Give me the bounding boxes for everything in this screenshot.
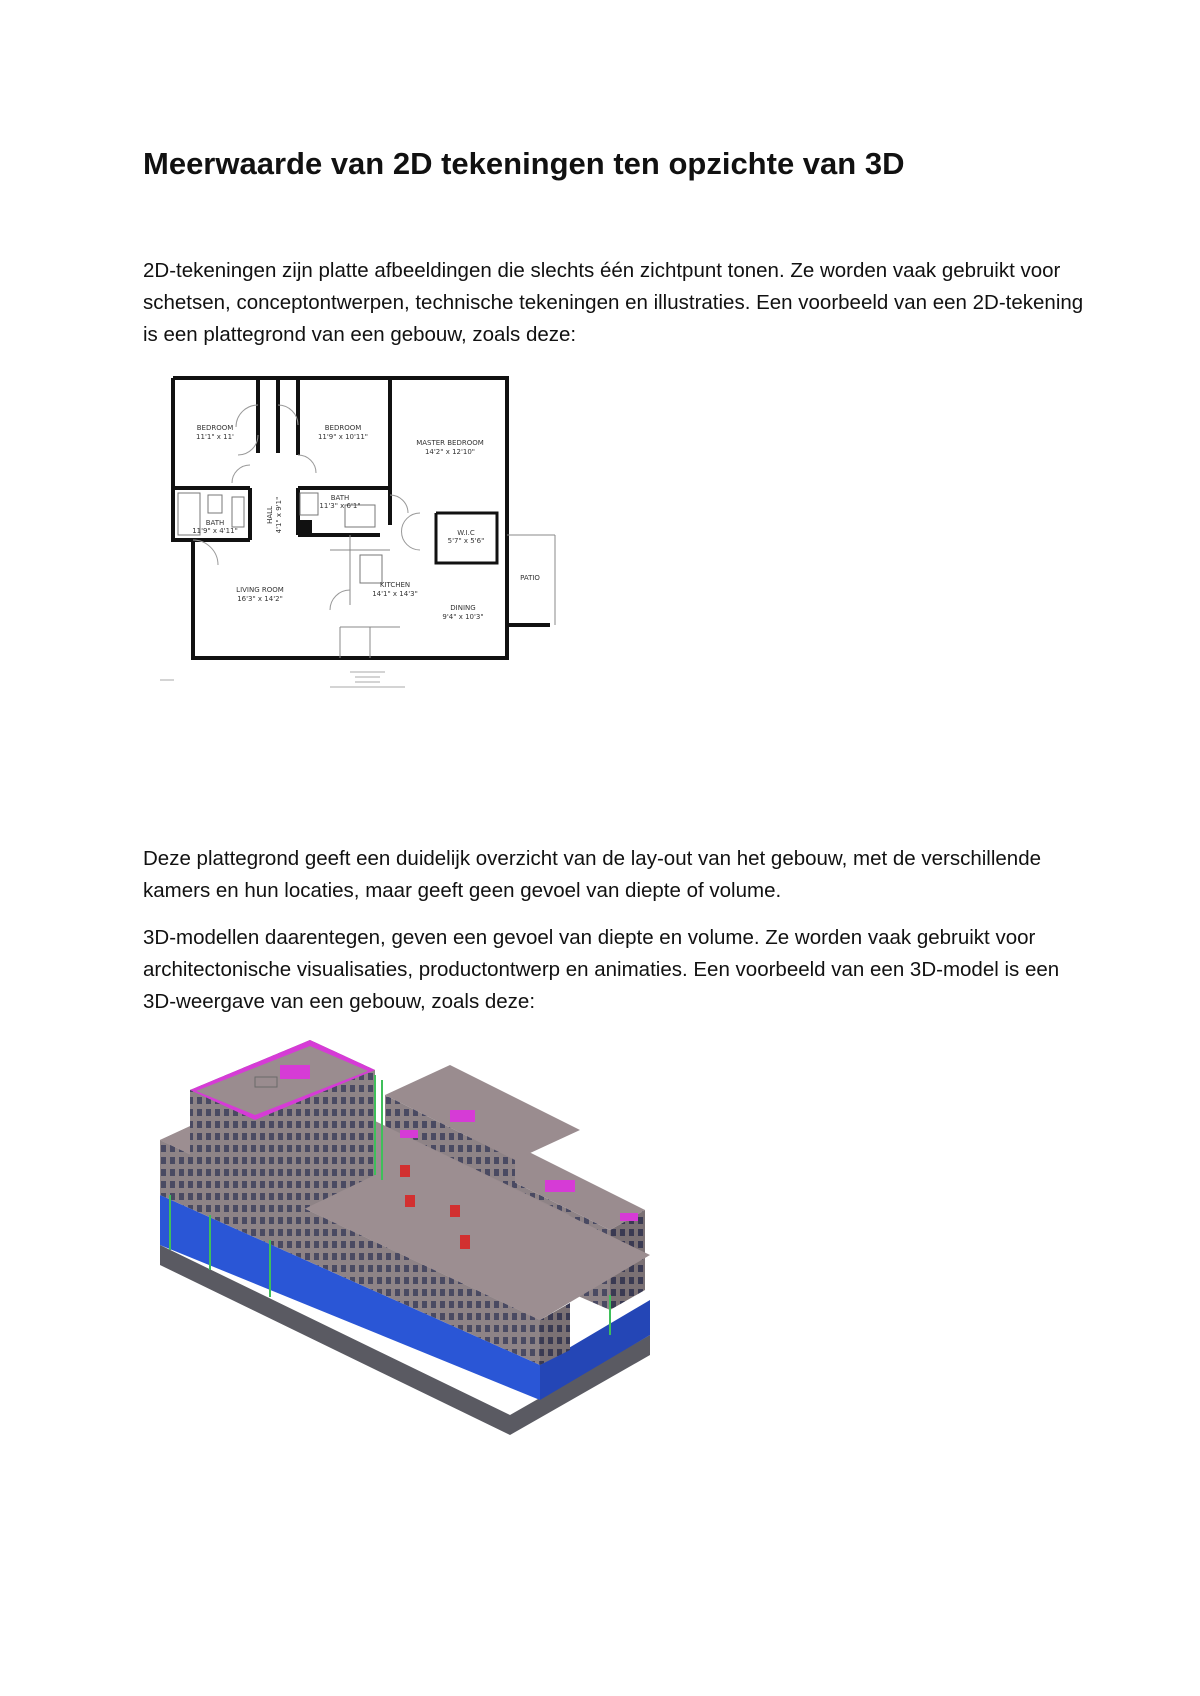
- room-size-wic: 5'7" x 5'6": [447, 537, 485, 545]
- paragraph-3d-intro: 3D-modellen daarentegen, geven een gevoel van diepte en volume. Ze worden vaak gebruikt voor architectonische visualisaties, productontwerp en animaties. Een voorbeeld van een 3D-model is een 3D-weergave van een gebouw, zoals deze:: [143, 926, 1060, 1013]
- room-size-bath-1: 11'9" x 4'11": [192, 527, 238, 535]
- room-label-hall: HALL: [266, 506, 274, 524]
- floorplan-image: [160, 375, 590, 720]
- room-size-bedroom-2: 11'9" x 10'11": [317, 433, 369, 441]
- room-size-kitchen: 14'1" x 14'3": [372, 590, 418, 598]
- room-label-bath-2: BATH: [330, 494, 350, 502]
- room-size-master-bedroom: 14'2" x 12'10": [424, 448, 476, 456]
- paragraph-2d-intro: 2D-tekeningen zijn platte afbeeldingen die slechts één zichtpunt tonen. Ze worden vaak gebruikt voor schetsen, conceptontwerpen, technische tekeningen en illustraties. Een voorbeeld van een 2D-tekening is een plattegrond van een gebouw, zoals deze:: [143, 259, 1084, 346]
- room-size-bedroom-1: 11'1" x 11': [196, 433, 234, 441]
- room-label-bedroom-2: BEDROOM: [324, 424, 362, 432]
- room-size-bath-2: 11'3" x 6'1": [319, 502, 361, 510]
- document-title: Meerwaarde van 2D tekeningen ten opzichte van 3D: [143, 146, 905, 181]
- room-label-master-bedroom: MASTER BEDROOM: [416, 439, 484, 447]
- room-label-bedroom-1: BEDROOM: [196, 424, 234, 432]
- room-label-kitchen: KITCHEN: [379, 581, 411, 589]
- room-size-hall: 4'1" x 9'1": [275, 496, 283, 534]
- room-label-living-room: LIVING ROOM: [236, 586, 284, 594]
- paragraph-floorplan-description: Deze plattegrond geeft een duidelijk overzicht van de lay-out van het gebouw, met de verschillende kamers en hun locaties, maar geeft geen gevoel van diepte of volume.: [143, 847, 1042, 902]
- building-3d-image: [150, 1035, 710, 1455]
- room-size-living-room: 16'3" x 14'2": [237, 595, 283, 603]
- room-label-bath-1: BATH: [205, 519, 225, 527]
- room-label-patio: PATIO: [520, 574, 540, 582]
- room-label-wic: W.I.C: [457, 529, 475, 537]
- room-label-dining: DINING: [450, 604, 476, 612]
- room-size-dining: 9'4" x 10'3": [442, 613, 484, 621]
